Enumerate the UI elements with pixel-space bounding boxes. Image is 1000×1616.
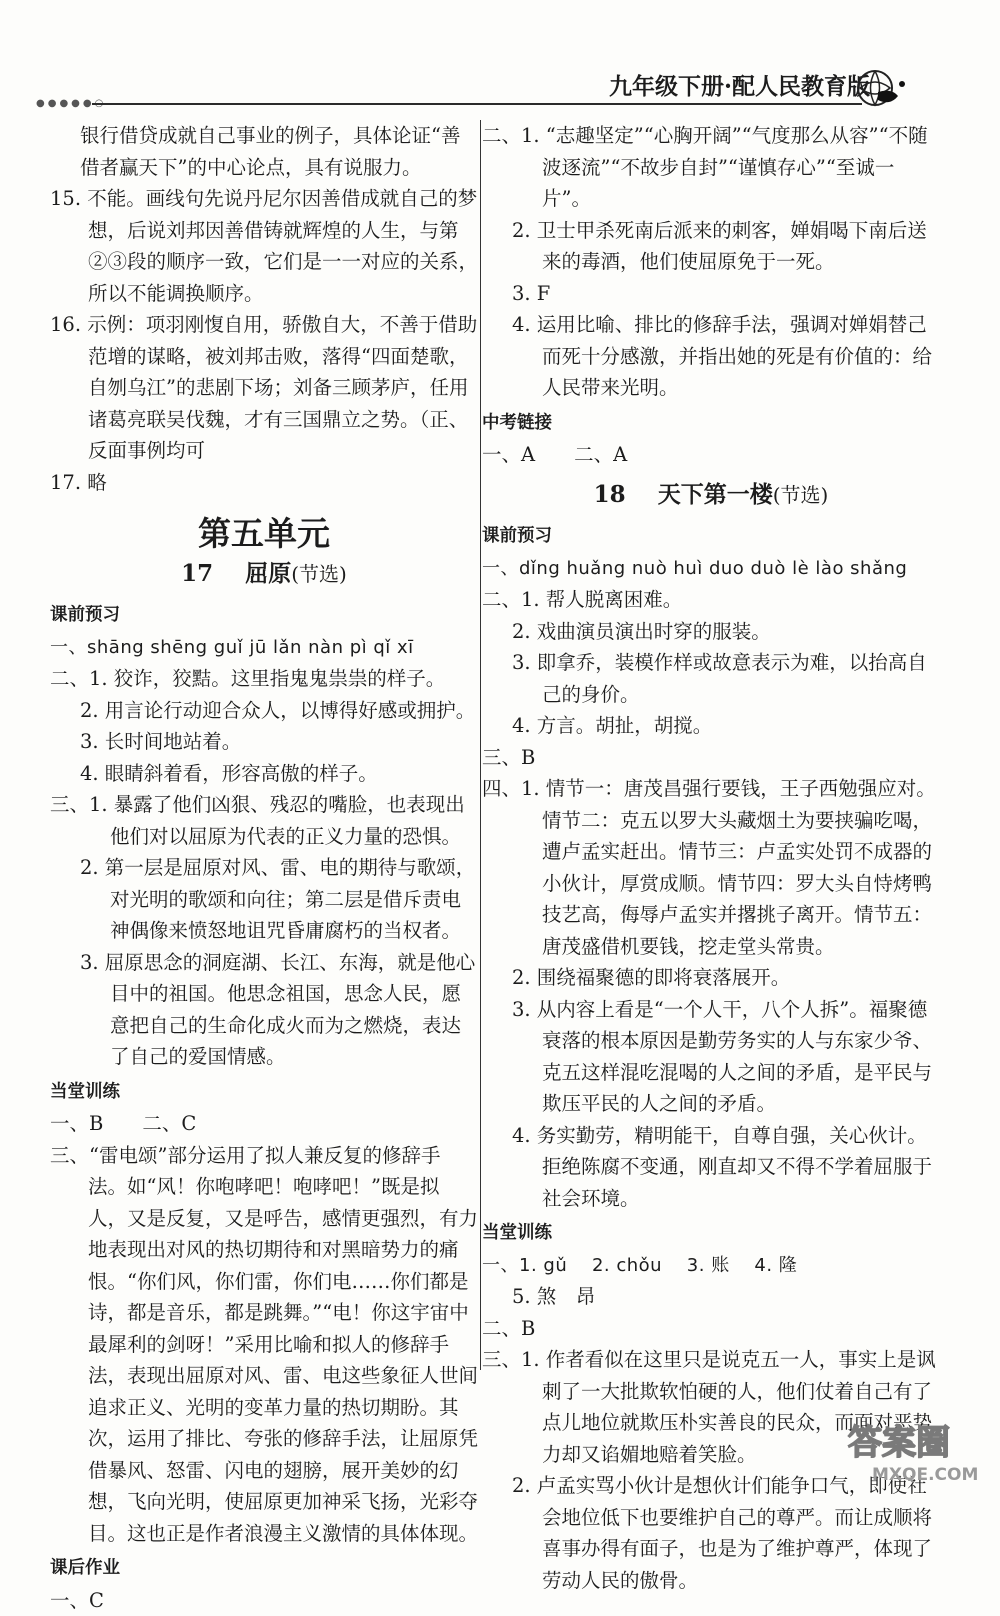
answer-4-4: 4. 务实勤劳，精明能干，自尊自强，关心伙计。拒绝陈腐不变通，刚直却又不得不学着屈服于社会环境。 xyxy=(482,1120,940,1215)
lesson-number: 17 xyxy=(181,560,213,587)
section-heading: 当堂训练 xyxy=(50,1077,478,1109)
answer-2-1: 二、1. “志趣坚定”“心胸开阔”“气度那么从容”“不随波逐流”“不故步自封”“谨慎存心”“至诚一片”。 xyxy=(482,120,940,215)
answer-2-3: 3. 即拿乔，装模作样或故意表示为难，以抬高自己的身价。 xyxy=(482,647,940,710)
left-column xyxy=(50,120,478,1616)
lesson-number: 18 xyxy=(594,481,626,508)
answer-4-3: 3. 从内容上看是“一个人干，八个人拆”。福聚德衰落的根本原因是勤劳务实的人与东家少爷、克五这样混吃混喝的人之间的矛盾，是平民与欺压平民的人之间的矛盾。 xyxy=(482,994,940,1120)
answer-2-2: 2. 戏曲演员演出时穿的服装。 xyxy=(482,616,940,648)
answer-2-2: 2. 卫士甲杀死南后派来的刺客，婵娟喝下南后送来的毒酒，他们使屈原免于一死。 xyxy=(482,215,940,278)
answer-3-2: 2. 卢孟实骂小伙计是想伙计们能争口气，即使社会地位低下也要维护自己的尊严。而让成顺将喜事办得有面子，也是为了维护尊严，体现了劳动人民的傲骨。 xyxy=(482,1470,940,1596)
answer-3: 三、“雷电颂”部分运用了拟人兼反复的修辞手法。如“风！你咆哮吧！咆哮吧！”既是拟人，又是反复，又是呼告，感情更强烈，有力地表现出对风的热切期待和对黑暗势力的痛恨。“你们风，你们雷，你们电……你们都是诗，都是音乐，都是跳舞。”“电！你这宇宙中最犀利的剑呀！”采用比喻和拟人的修辞手法，表现出屈原对风、雷、电这些象征人世间追求正义、光明的变革力量的热切期盼。其次，运用了排比、夸张的修辞手法，让屈原凭借暴风、怒雷、闪电的翅膀，展开美妙的幻想，飞向光明，使屈原更加神采飞扬，光彩夺目。这也正是作者浪漫主义激情的具体体现。 xyxy=(50,1140,478,1550)
lesson-subtitle: (节选) xyxy=(773,483,829,507)
answer-2-4: 4. 运用比喻、排比的修辞手法，强调对婵娟替己而死十分感激，并指出她的死是有价值的：给人民带来光明。 xyxy=(482,309,940,404)
answer-3-1: 三、1. 作者看似在这里只是说克五一人，事实上是讽刺了一大批欺软怕硬的人，他们仗着自己有了点儿地位就欺压朴实善良的民众，而面对恶势力却又谄媚地赔着笑脸。 xyxy=(482,1344,940,1470)
watermark-text: 答案圈 xyxy=(848,1423,950,1463)
pinyin-answers: 一、dǐng huǎng nuò huì duo duò lè lào shǎng xyxy=(482,553,940,585)
pinyin-answers: 一、shāng shēng guǐ jū lǎn nàn pì qǐ xī xyxy=(50,632,478,664)
answer-2-3: 3. F xyxy=(482,278,940,310)
answer-2-4: 4. 方言。胡扯，胡搅。 xyxy=(482,710,940,742)
section-heading: 中考链接 xyxy=(482,408,940,440)
section-heading: 课前预习 xyxy=(50,600,478,632)
answer-2-1: 二、1. 狡诈，狡黠。这里指鬼鬼祟祟的样子。 xyxy=(50,663,478,695)
answer-choice: 一、A 二、A xyxy=(482,439,940,471)
answer-2: 二、B xyxy=(482,1313,940,1345)
unit-title: 第五单元 xyxy=(50,518,478,550)
section-heading: 课后作业 xyxy=(50,1553,478,1585)
header-title: 九年级下册·配人民教育版 xyxy=(609,68,870,101)
lesson-18-heading xyxy=(482,479,940,512)
answer-15: 15. 不能。画线句先说丹尼尔因善借成就自己的梦想，后说刘邦因善借铸就辉煌的人生，与第②③段的顺序一致，它们是一一对应的关系，所以不能调换顺序。 xyxy=(50,183,478,309)
answer-17: 17. 略 xyxy=(50,467,478,499)
header-dots: ●●●●●○ xyxy=(36,98,106,109)
answer-1-5: 5. 煞 昂 xyxy=(482,1281,940,1313)
watermark-logo xyxy=(842,1408,990,1488)
answer-choice: 一、B 二、C xyxy=(50,1108,478,1140)
lesson-title: 天下第一楼 xyxy=(658,481,773,508)
answer-2-1: 二、1. 帮人脱离困难。 xyxy=(482,584,940,616)
lesson-17-heading xyxy=(50,558,478,591)
answer-4-1: 四、1. 情节一：唐茂昌强行要钱，王子西勉强应对。情节二：克五以罗大头藏烟土为要挟骗吃喝，遭卢孟实赶出。情节三：卢孟实处罚不成器的小伙计，厚赏成顺。情节四：罗大头自恃烤鸭技艺高，侮辱卢孟实并撂挑子离开。情节五：唐茂盛借机要钱，挖走堂头常贵。 xyxy=(482,773,940,962)
answer-2-3: 3. 长时间地站着。 xyxy=(50,726,478,758)
answer-choice: 一、C xyxy=(50,1585,478,1616)
header-globe-icon xyxy=(850,62,910,112)
answer-text: 银行借贷成就自己事业的例子，具体论证“善借者赢天下”的中心论点，具有说服力。 xyxy=(50,120,478,183)
answer-1: 一、1. gǔ 2. chǒu 3. 账 4. 隆 xyxy=(482,1250,940,1282)
section-heading: 课前预习 xyxy=(482,521,940,553)
answer-3-2: 2. 第一层是屈原对风、雷、电的期待与歌颂，对光明的歌颂和向往；第二层是借斥责电神偶像来愤怒地诅咒昏庸腐朽的当权者。 xyxy=(50,852,478,947)
answer-2-4: 4. 眼睛斜着看，形容高傲的样子。 xyxy=(50,758,478,790)
page-header xyxy=(0,0,1000,110)
right-column xyxy=(482,120,940,1596)
column-divider xyxy=(480,120,481,1370)
watermark-url: MXQE.COM xyxy=(872,1465,978,1485)
answer-3: 三、B xyxy=(482,742,940,774)
header-rule xyxy=(92,103,862,105)
section-heading: 当堂训练 xyxy=(482,1218,940,1250)
lesson-subtitle: (节选) xyxy=(291,562,347,586)
answer-3-3: 3. 屈原思念的洞庭湖、长江、东海，就是他心目中的祖国。他思念祖国，思念人民，愿意把自己的生命化成火而为之燃烧，表达了自己的爱国情感。 xyxy=(50,947,478,1073)
answer-2-2: 2. 用言论行动迎合众人，以博得好感或拥护。 xyxy=(50,695,478,727)
answer-4-2: 2. 围绕福聚德的即将衰落展开。 xyxy=(482,962,940,994)
lesson-title: 屈原 xyxy=(245,560,291,587)
answer-3-1: 三、1. 暴露了他们凶狠、残忍的嘴脸，也表现出他们对以屈原为代表的正义力量的恐惧。 xyxy=(50,789,478,852)
answer-16: 16. 示例：项羽刚愎自用，骄傲自大，不善于借助范增的谋略，被刘邦击败，落得“四面楚歌，自刎乌江”的悲剧下场；刘备三顾茅庐，任用诸葛亮联吴伐魏，才有三国鼎立之势。（正、反面事例均可 xyxy=(50,309,478,467)
